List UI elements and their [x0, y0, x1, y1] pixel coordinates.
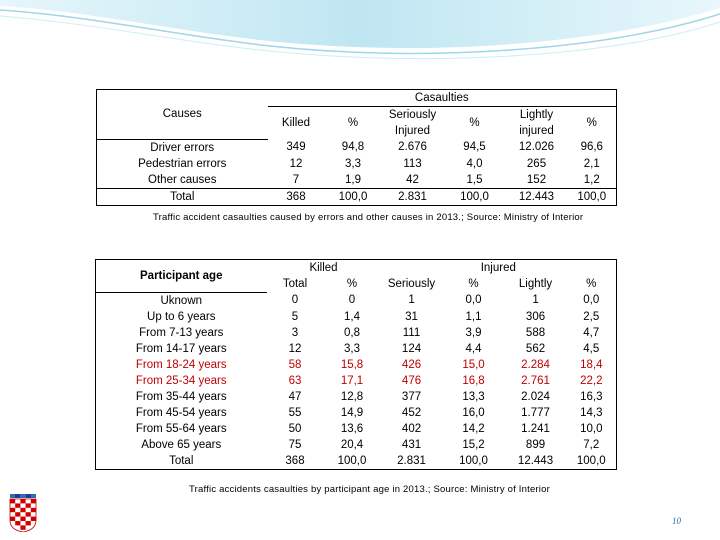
cell: 100,0	[325, 188, 382, 205]
cell: 1,5	[466, 173, 483, 186]
cell: 1,1	[465, 310, 482, 323]
cell: 588	[525, 326, 546, 339]
cell: 0,0	[567, 292, 617, 309]
table-row	[96, 437, 617, 453]
row-label: Driver errors	[97, 139, 268, 156]
cell: 12.026	[518, 141, 555, 154]
row-label: Other causes	[97, 172, 268, 189]
cell: 12	[289, 157, 303, 170]
casualties-by-age-table	[95, 259, 617, 470]
cell: 13,6	[340, 422, 364, 435]
cell: 10,0	[567, 421, 617, 437]
col-header-pct: %	[468, 278, 479, 290]
col-header-pct: %	[567, 276, 617, 292]
row-label: From 18-24 years	[96, 357, 267, 373]
row-label: Up to 6 years	[96, 309, 267, 325]
col-header-pct: %	[346, 278, 358, 290]
cell: 3,3	[344, 342, 360, 355]
col-header-pct: %	[568, 107, 617, 140]
table-row	[97, 139, 617, 156]
cell: 2.761	[521, 374, 550, 387]
cell: 15,2	[462, 438, 485, 451]
cell: 368	[268, 188, 325, 205]
col-header-pct: %	[469, 117, 480, 129]
killed-group-header: Killed	[267, 260, 381, 277]
table1-caption: Traffic accident casaulties caused by errors and other causes in 2013.; Source: Ministry of Interior	[153, 212, 584, 223]
cell: 3,9	[465, 326, 482, 339]
table-row	[96, 421, 617, 437]
table-row	[96, 405, 617, 421]
row-label: From 45-54 years	[96, 405, 267, 421]
cell: 1,4	[344, 310, 360, 323]
cell: 12,8	[340, 390, 364, 403]
cell: 4,0	[466, 157, 483, 170]
cell: 15,8	[340, 358, 364, 371]
cell: 431	[401, 438, 422, 451]
row-label: From 14-17 years	[96, 341, 267, 357]
cell: 31	[405, 310, 418, 323]
table-row	[97, 156, 617, 172]
cell: 47	[288, 390, 302, 403]
cell: 1,2	[568, 172, 617, 189]
cell: 265	[526, 157, 547, 170]
cell: 0,8	[344, 326, 360, 339]
cell: 2.831	[381, 453, 443, 470]
cell: 7,2	[567, 437, 617, 453]
cell: 14,2	[462, 422, 485, 435]
total-label: Total	[97, 188, 268, 205]
page-number: 10	[672, 516, 681, 526]
cell: 50	[288, 422, 302, 435]
total-row	[96, 453, 617, 470]
col-header-pct: %	[347, 117, 359, 129]
cell: 16,0	[462, 406, 485, 419]
col-header-lightly: Lightly	[518, 278, 553, 290]
cell: 16,3	[567, 389, 617, 405]
table-row	[96, 341, 617, 357]
cell: 1,9	[345, 173, 361, 186]
row-label: From 55-64 years	[96, 421, 267, 437]
cell: 100,0	[444, 188, 506, 205]
table-row	[96, 357, 617, 373]
total-label: Total	[96, 453, 267, 470]
cell: 3	[291, 326, 299, 339]
cell: 5	[291, 310, 299, 323]
col-header-lightly-injured: Lightly injured	[519, 109, 554, 137]
cell: 12	[288, 342, 302, 355]
cell: 12.443	[506, 188, 568, 205]
cell: 306	[525, 310, 546, 323]
cell: 42	[406, 173, 419, 186]
table-row	[97, 172, 617, 189]
cell: 1.777	[521, 406, 550, 419]
cell: 7	[292, 173, 300, 186]
cell: 1	[532, 294, 539, 307]
participant-age-header: Participant age	[96, 260, 267, 293]
cell: 349	[286, 141, 306, 154]
cell: 4,5	[567, 341, 617, 357]
cell: 100,0	[567, 453, 617, 470]
cell: 14,9	[340, 406, 364, 419]
table-row	[96, 292, 617, 309]
cell: 20,4	[340, 438, 364, 451]
cell: 1.241	[521, 422, 550, 435]
cell: 2.831	[382, 188, 444, 205]
row-label: From 7-13 years	[96, 325, 267, 341]
cell: 17,1	[340, 374, 364, 387]
cell: 452	[401, 406, 422, 419]
cell: 96,6	[568, 139, 617, 156]
cell: 0	[291, 294, 299, 307]
cell: 402	[401, 422, 422, 435]
table2-caption: Traffic accidents casaulties by participant age in 2013.; Source: Ministry of Interior	[189, 484, 550, 495]
table-row	[96, 389, 617, 405]
cell: 22,2	[567, 373, 617, 389]
table-row	[96, 325, 617, 341]
header-wave-decoration	[0, 0, 720, 70]
cell: 100,0	[443, 453, 505, 470]
causes-header: Causes	[97, 90, 268, 140]
row-label: Uknown	[96, 292, 267, 309]
table-row	[96, 309, 617, 325]
injured-group-header: Injured	[381, 260, 617, 277]
cell: 377	[401, 390, 422, 403]
cell: 0,0	[465, 294, 482, 307]
row-label: Above 65 years	[96, 437, 267, 453]
cell: 124	[401, 342, 422, 355]
table-row	[96, 373, 617, 389]
cell: 75	[288, 438, 302, 451]
col-header-seriously: Seriously	[387, 278, 436, 290]
cell: 368	[267, 453, 324, 470]
cell: 4,7	[567, 325, 617, 341]
casualties-by-cause-table	[96, 89, 617, 206]
cell: 12.443	[505, 453, 567, 470]
cell: 111	[402, 326, 421, 339]
col-header-total: Total	[282, 278, 308, 290]
cell: 152	[526, 173, 547, 186]
cell: 2,5	[567, 309, 617, 325]
cell: 14,3	[567, 405, 617, 421]
cell: 3,3	[345, 157, 361, 170]
cell: 113	[403, 157, 422, 170]
cell: 0	[348, 294, 356, 307]
row-label: Pedestrian errors	[97, 156, 268, 172]
cell: 94,5	[463, 141, 486, 154]
casualties-group-header: Casaulties	[268, 90, 617, 107]
cell: 55	[288, 406, 302, 419]
cell: 63	[288, 374, 302, 387]
cell: 4,4	[465, 342, 482, 355]
cell: 1	[408, 294, 415, 307]
cell: 94,8	[341, 141, 365, 154]
cell: 562	[525, 342, 546, 355]
cell: 15,0	[462, 358, 485, 371]
row-label: From 35-44 years	[96, 389, 267, 405]
croatian-coat-of-arms-icon	[9, 494, 37, 532]
cell: 18,4	[567, 357, 617, 373]
col-header-seriously-injured: Seriously Injured	[388, 109, 437, 137]
cell: 2.284	[521, 358, 550, 371]
cell: 58	[288, 358, 302, 371]
cell: 2,1	[568, 156, 617, 172]
cell: 476	[401, 374, 422, 387]
cell: 100,0	[568, 188, 617, 205]
cell: 2.676	[398, 141, 427, 154]
cell: 2.024	[521, 390, 550, 403]
cell: 100,0	[324, 453, 381, 470]
total-row	[97, 188, 617, 205]
cell: 16,8	[462, 374, 485, 387]
row-label: From 25-34 years	[96, 373, 267, 389]
cell: 899	[525, 438, 546, 451]
cell: 13,3	[462, 390, 485, 403]
cell: 426	[401, 358, 422, 371]
col-header-killed: Killed	[281, 117, 311, 129]
